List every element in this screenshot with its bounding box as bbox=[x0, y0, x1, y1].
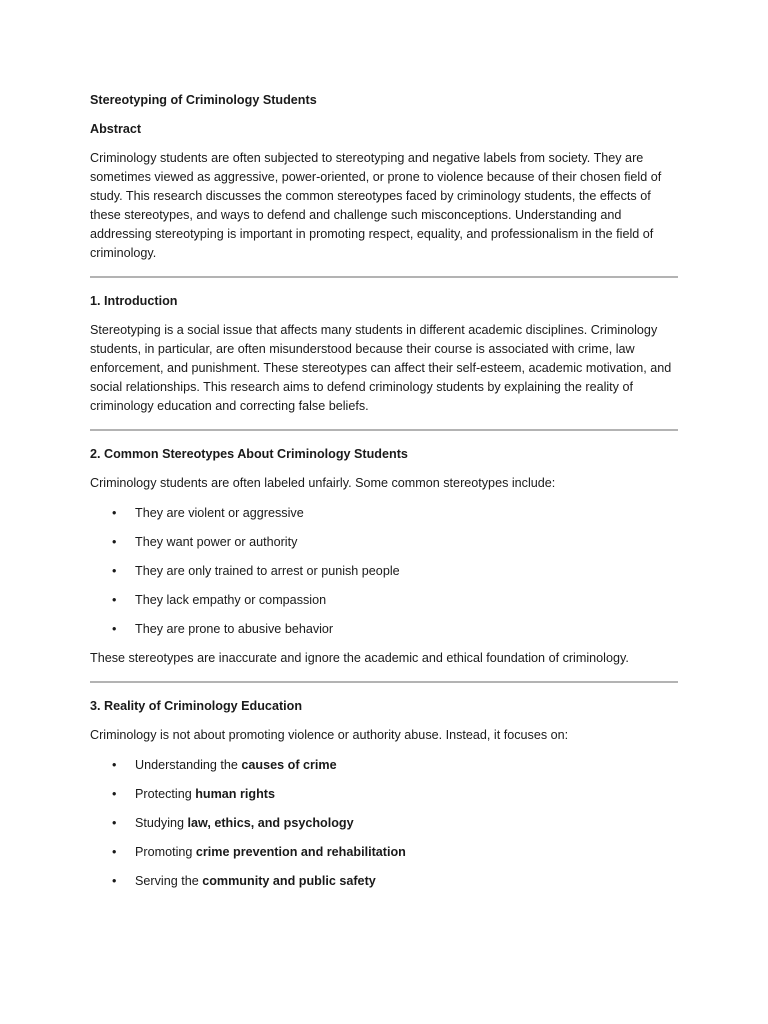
list-item-prefix: Understanding the bbox=[135, 758, 242, 772]
list-item-text: They want power or authority bbox=[135, 535, 298, 549]
introduction-heading: 1. Introduction bbox=[90, 294, 178, 308]
list-item-emphasis: causes of crime bbox=[241, 758, 337, 772]
bullet-icon: • bbox=[112, 816, 117, 830]
bullet-icon: • bbox=[112, 874, 117, 888]
bullet-icon: • bbox=[112, 845, 117, 859]
list-item bbox=[90, 843, 678, 862]
list-item-prefix: Studying bbox=[135, 816, 188, 830]
bullet-icon: • bbox=[112, 506, 117, 520]
list-item-emphasis: human rights bbox=[195, 787, 275, 801]
list-item bbox=[90, 785, 678, 804]
list-item bbox=[90, 504, 678, 523]
stereotypes-heading: 2. Common Stereotypes About Criminology Students bbox=[90, 447, 408, 461]
list-item-emphasis: community and public safety bbox=[202, 874, 376, 888]
stereotypes-conclusion: These stereotypes are inaccurate and ignore the academic and ethical foundation of criminology. bbox=[90, 651, 629, 665]
list-item-text: They are prone to abusive behavior bbox=[135, 622, 334, 636]
list-item-text: They lack empathy or compassion bbox=[135, 593, 327, 607]
introduction-text: Stereotyping is a social issue that affects many students in different academic disciplines. Criminology students, in particular, are often misunderstood because their course is associated with crime, law enforcement, and punishment. These stereotypes can affect their self-esteem, academic motivation, and social relationships. This research aims to defend criminology students by explaining the reality of criminology education and correcting false beliefs. bbox=[90, 323, 672, 413]
bullet-icon: • bbox=[112, 535, 117, 549]
stereotypes-intro: Criminology students are often labeled unfairly. Some common stereotypes include: bbox=[90, 476, 556, 490]
list-item-text: They are only trained to arrest or punish people bbox=[135, 564, 400, 578]
bullet-icon: • bbox=[112, 758, 117, 772]
list-item bbox=[90, 562, 678, 581]
list-item bbox=[90, 814, 678, 833]
document-title: Stereotyping of Criminology Students bbox=[90, 93, 317, 107]
list-item-text: They are violent or aggressive bbox=[135, 506, 304, 520]
list-item-prefix: Protecting bbox=[135, 787, 196, 801]
bullet-icon: • bbox=[112, 564, 117, 578]
reality-list bbox=[90, 756, 678, 891]
list-item bbox=[90, 533, 678, 552]
list-item bbox=[90, 620, 678, 639]
list-item-emphasis: crime prevention and rehabilitation bbox=[195, 845, 406, 859]
list-item bbox=[90, 872, 678, 891]
stereotypes-list bbox=[90, 504, 678, 639]
list-item-emphasis: law, ethics, and psychology bbox=[187, 816, 354, 830]
section-divider bbox=[90, 429, 678, 431]
list-item-prefix: Serving the bbox=[135, 874, 203, 888]
section-divider bbox=[90, 276, 678, 278]
bullet-icon: • bbox=[112, 593, 117, 607]
section-divider bbox=[90, 681, 678, 683]
reality-intro: Criminology is not about promoting violence or authority abuse. Instead, it focuses on: bbox=[90, 728, 569, 742]
list-item bbox=[90, 591, 678, 610]
abstract-heading: Abstract bbox=[90, 122, 142, 136]
bullet-icon: • bbox=[112, 622, 117, 636]
bullet-icon: • bbox=[112, 787, 117, 801]
reality-heading: 3. Reality of Criminology Education bbox=[90, 699, 303, 713]
abstract-text: Criminology students are often subjected to stereotyping and negative labels from society. They are sometimes viewed as aggressive, power-oriented, or prone to violence because of their chosen field of study. This research discusses the common stereotypes faced by criminology students, the effects of these stereotypes, and ways to defend and challenge such misconceptions. Understanding and addressing stereotyping is important in promoting respect, equality, and professionalism in the field of criminology. bbox=[90, 151, 662, 260]
list-item-prefix: Promoting bbox=[135, 845, 196, 859]
list-item bbox=[90, 756, 678, 775]
